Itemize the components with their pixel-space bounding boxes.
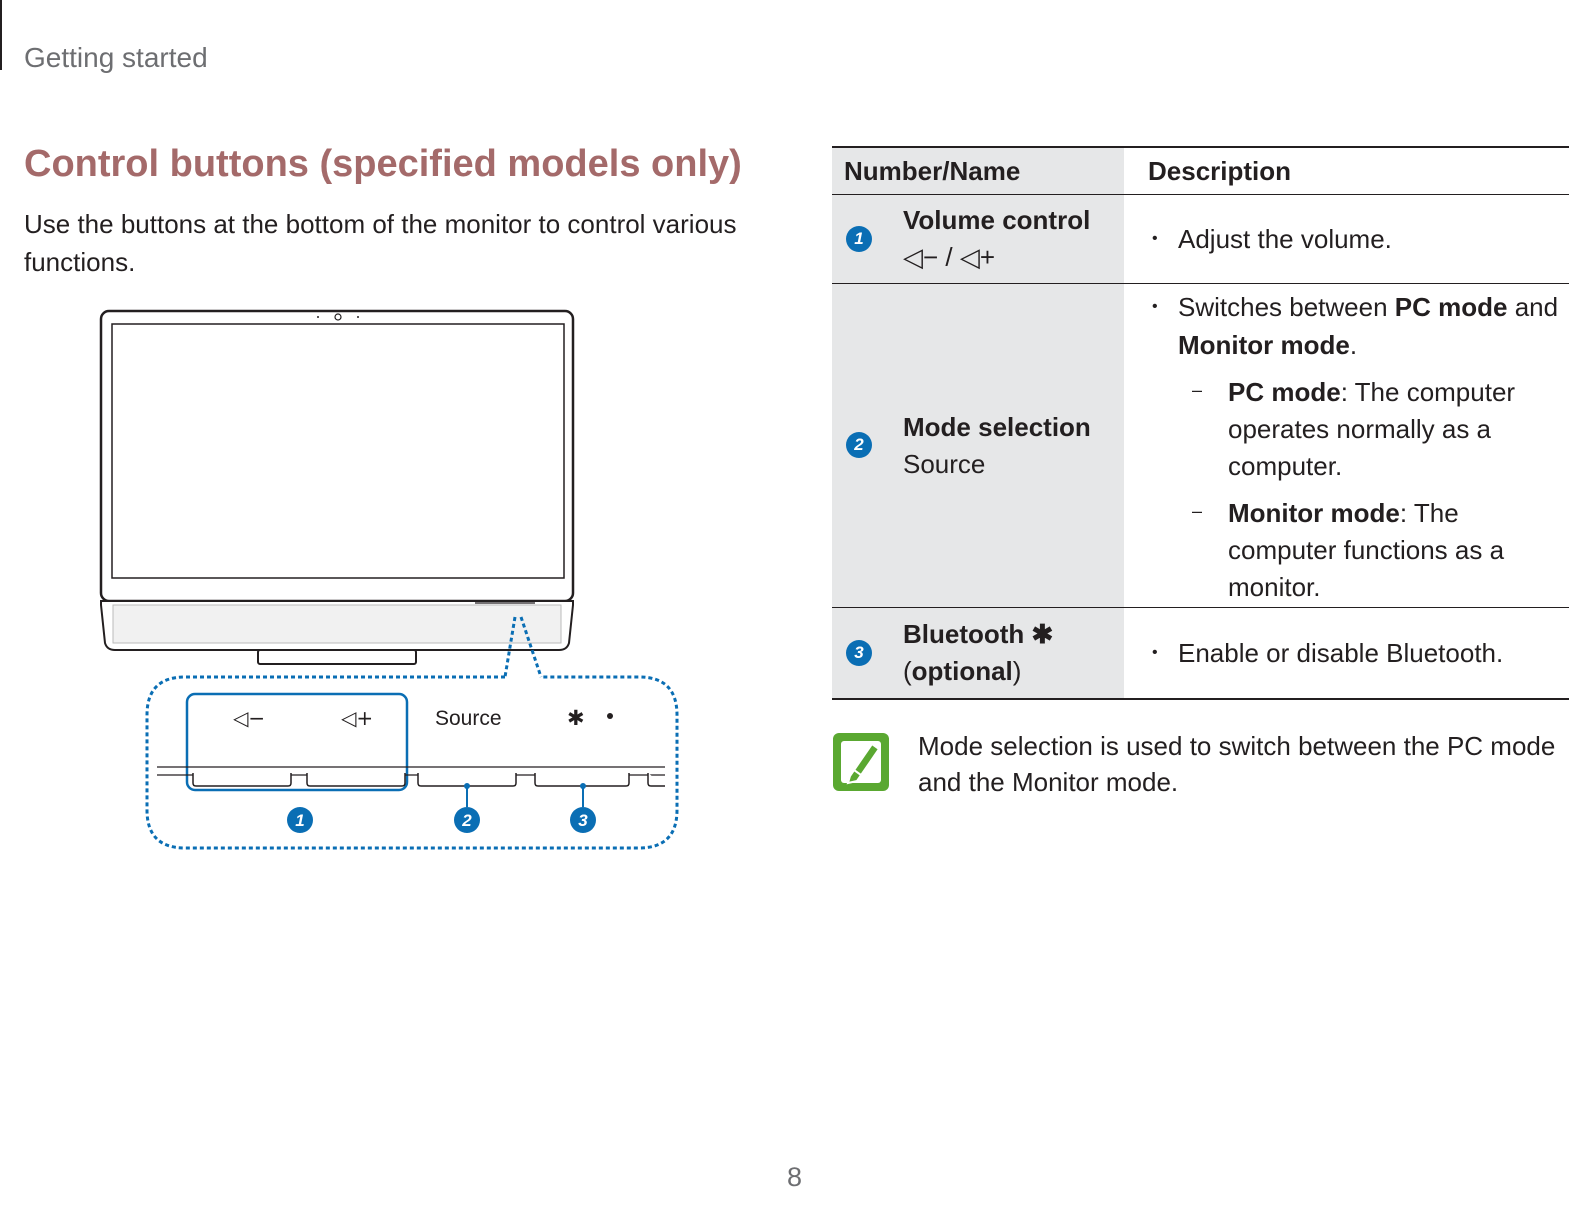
row-description: • Enable or disable Bluetooth. (1148, 634, 1559, 672)
sub-item-pc-mode: – PC mode: The computer operates normally as a computer. (1148, 374, 1559, 485)
col-header-description: Description (1124, 147, 1569, 195)
svg-text:2: 2 (462, 811, 472, 830)
row-name: Bluetooth ✱ (903, 618, 1054, 649)
indicator-led (607, 713, 613, 719)
note-icon (832, 732, 890, 792)
number-badge: 3 (846, 640, 872, 666)
intro-text: Use the buttons at the bottom of the monitor to control various functions. (24, 209, 737, 277)
table-row (832, 608, 1569, 699)
row-subtitle: (optional) (903, 655, 1022, 686)
row-name: Mode selection (903, 411, 1091, 442)
row-description: • Adjust the volume. (1148, 220, 1559, 258)
table-row (832, 284, 1569, 608)
button-table (832, 146, 1569, 700)
header-rule (0, 0, 2, 70)
number-badge: 2 (846, 432, 872, 458)
zoom-box (147, 677, 677, 848)
volume-down-label: ◁− (233, 706, 266, 730)
col-header-name: Number/Name (832, 147, 1124, 195)
table-header-row (832, 147, 1569, 195)
number-badge: 1 (846, 226, 872, 252)
source-label: Source (435, 707, 502, 730)
volume-up-button (307, 773, 405, 786)
stand (258, 650, 416, 664)
note-text: Mode selection is used to switch between the PC mode and the Monitor mode. (918, 731, 1556, 797)
volume-up-label: ◁+ (341, 706, 374, 730)
row-name: Volume control (903, 205, 1091, 235)
row-subtitle: ◁− / ◁+ (903, 242, 996, 272)
svg-text:3: 3 (578, 811, 588, 830)
svg-text:1: 1 (295, 811, 305, 830)
section-header: Getting started (24, 42, 208, 73)
row-subtitle: Source (903, 448, 986, 479)
table-row (832, 195, 1569, 284)
speaker-grille (113, 605, 561, 643)
page-title: Control buttons (specified models only) (24, 143, 742, 185)
row-description: • Switches between PC mode and Monitor mode. (1148, 288, 1559, 364)
page-number: 8 (786, 1162, 803, 1192)
sub-item-monitor-mode: – Monitor mode: The computer functions as a monitor. (1148, 495, 1559, 606)
bluetooth-icon: ✱ (567, 706, 585, 730)
monitor-screen (112, 324, 564, 578)
volume-down-button (193, 773, 291, 786)
monitor-illustration (95, 305, 685, 855)
